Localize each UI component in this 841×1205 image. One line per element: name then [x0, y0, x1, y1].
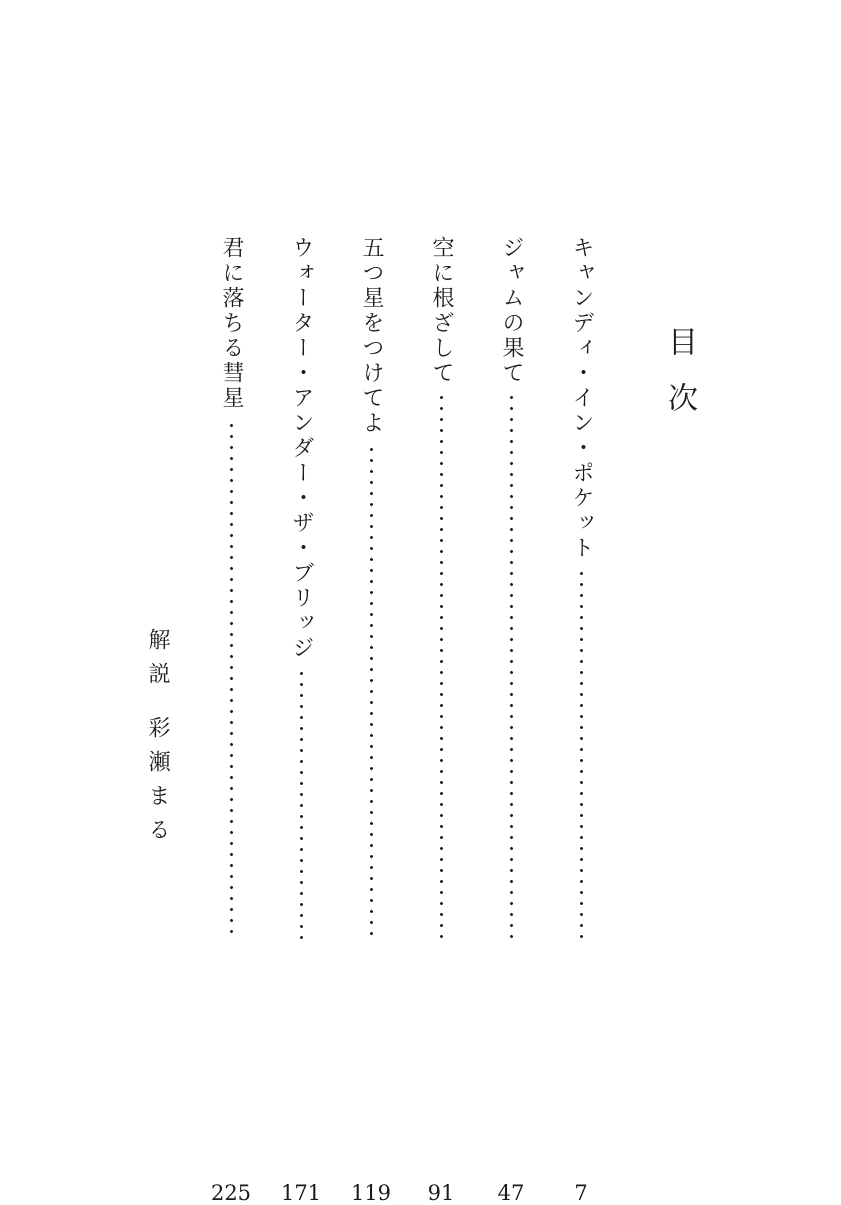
- toc-entry-page: 91: [427, 1181, 455, 1205]
- toc-heading: 目次: [662, 326, 697, 438]
- toc-entry-title: ジャムの果て: [499, 236, 524, 386]
- toc-entry[interactable]: [496, 236, 526, 1205]
- toc-entry-title: 空に根ざして: [429, 236, 454, 386]
- leader-dots: [580, 568, 583, 940]
- leader-dots: [370, 444, 373, 940]
- leader-dots: [230, 420, 233, 940]
- commentary-entry[interactable]: [142, 628, 172, 852]
- toc-entry[interactable]: [426, 236, 456, 1205]
- toc-entry-title: ウォーター・アンダー・ザ・ブリッジ: [289, 236, 314, 661]
- toc-entry-page: 171: [280, 1181, 322, 1205]
- toc-entry-page: 225: [210, 1181, 252, 1205]
- leader-dots: [440, 392, 443, 940]
- toc-entry[interactable]: [210, 236, 252, 1205]
- toc-entry-page: 47: [497, 1181, 525, 1205]
- toc-entry-page: 7: [574, 1181, 588, 1205]
- toc-entry[interactable]: [280, 236, 322, 1205]
- commentary-label: 解説: [145, 628, 170, 696]
- toc-entry[interactable]: [350, 236, 392, 1205]
- commentary-author: 彩瀬まる: [145, 716, 170, 852]
- toc-entry-page: 119: [350, 1181, 392, 1205]
- toc-entry-title: キャンディ・イン・ポケット: [569, 236, 594, 561]
- leader-dots: [300, 668, 303, 940]
- toc-entry-title: 五つ星をつけてよ: [359, 236, 384, 436]
- toc-entry-title: 君に落ちる彗星: [219, 236, 244, 411]
- leader-dots: [510, 392, 513, 940]
- toc-entry[interactable]: [566, 236, 596, 1205]
